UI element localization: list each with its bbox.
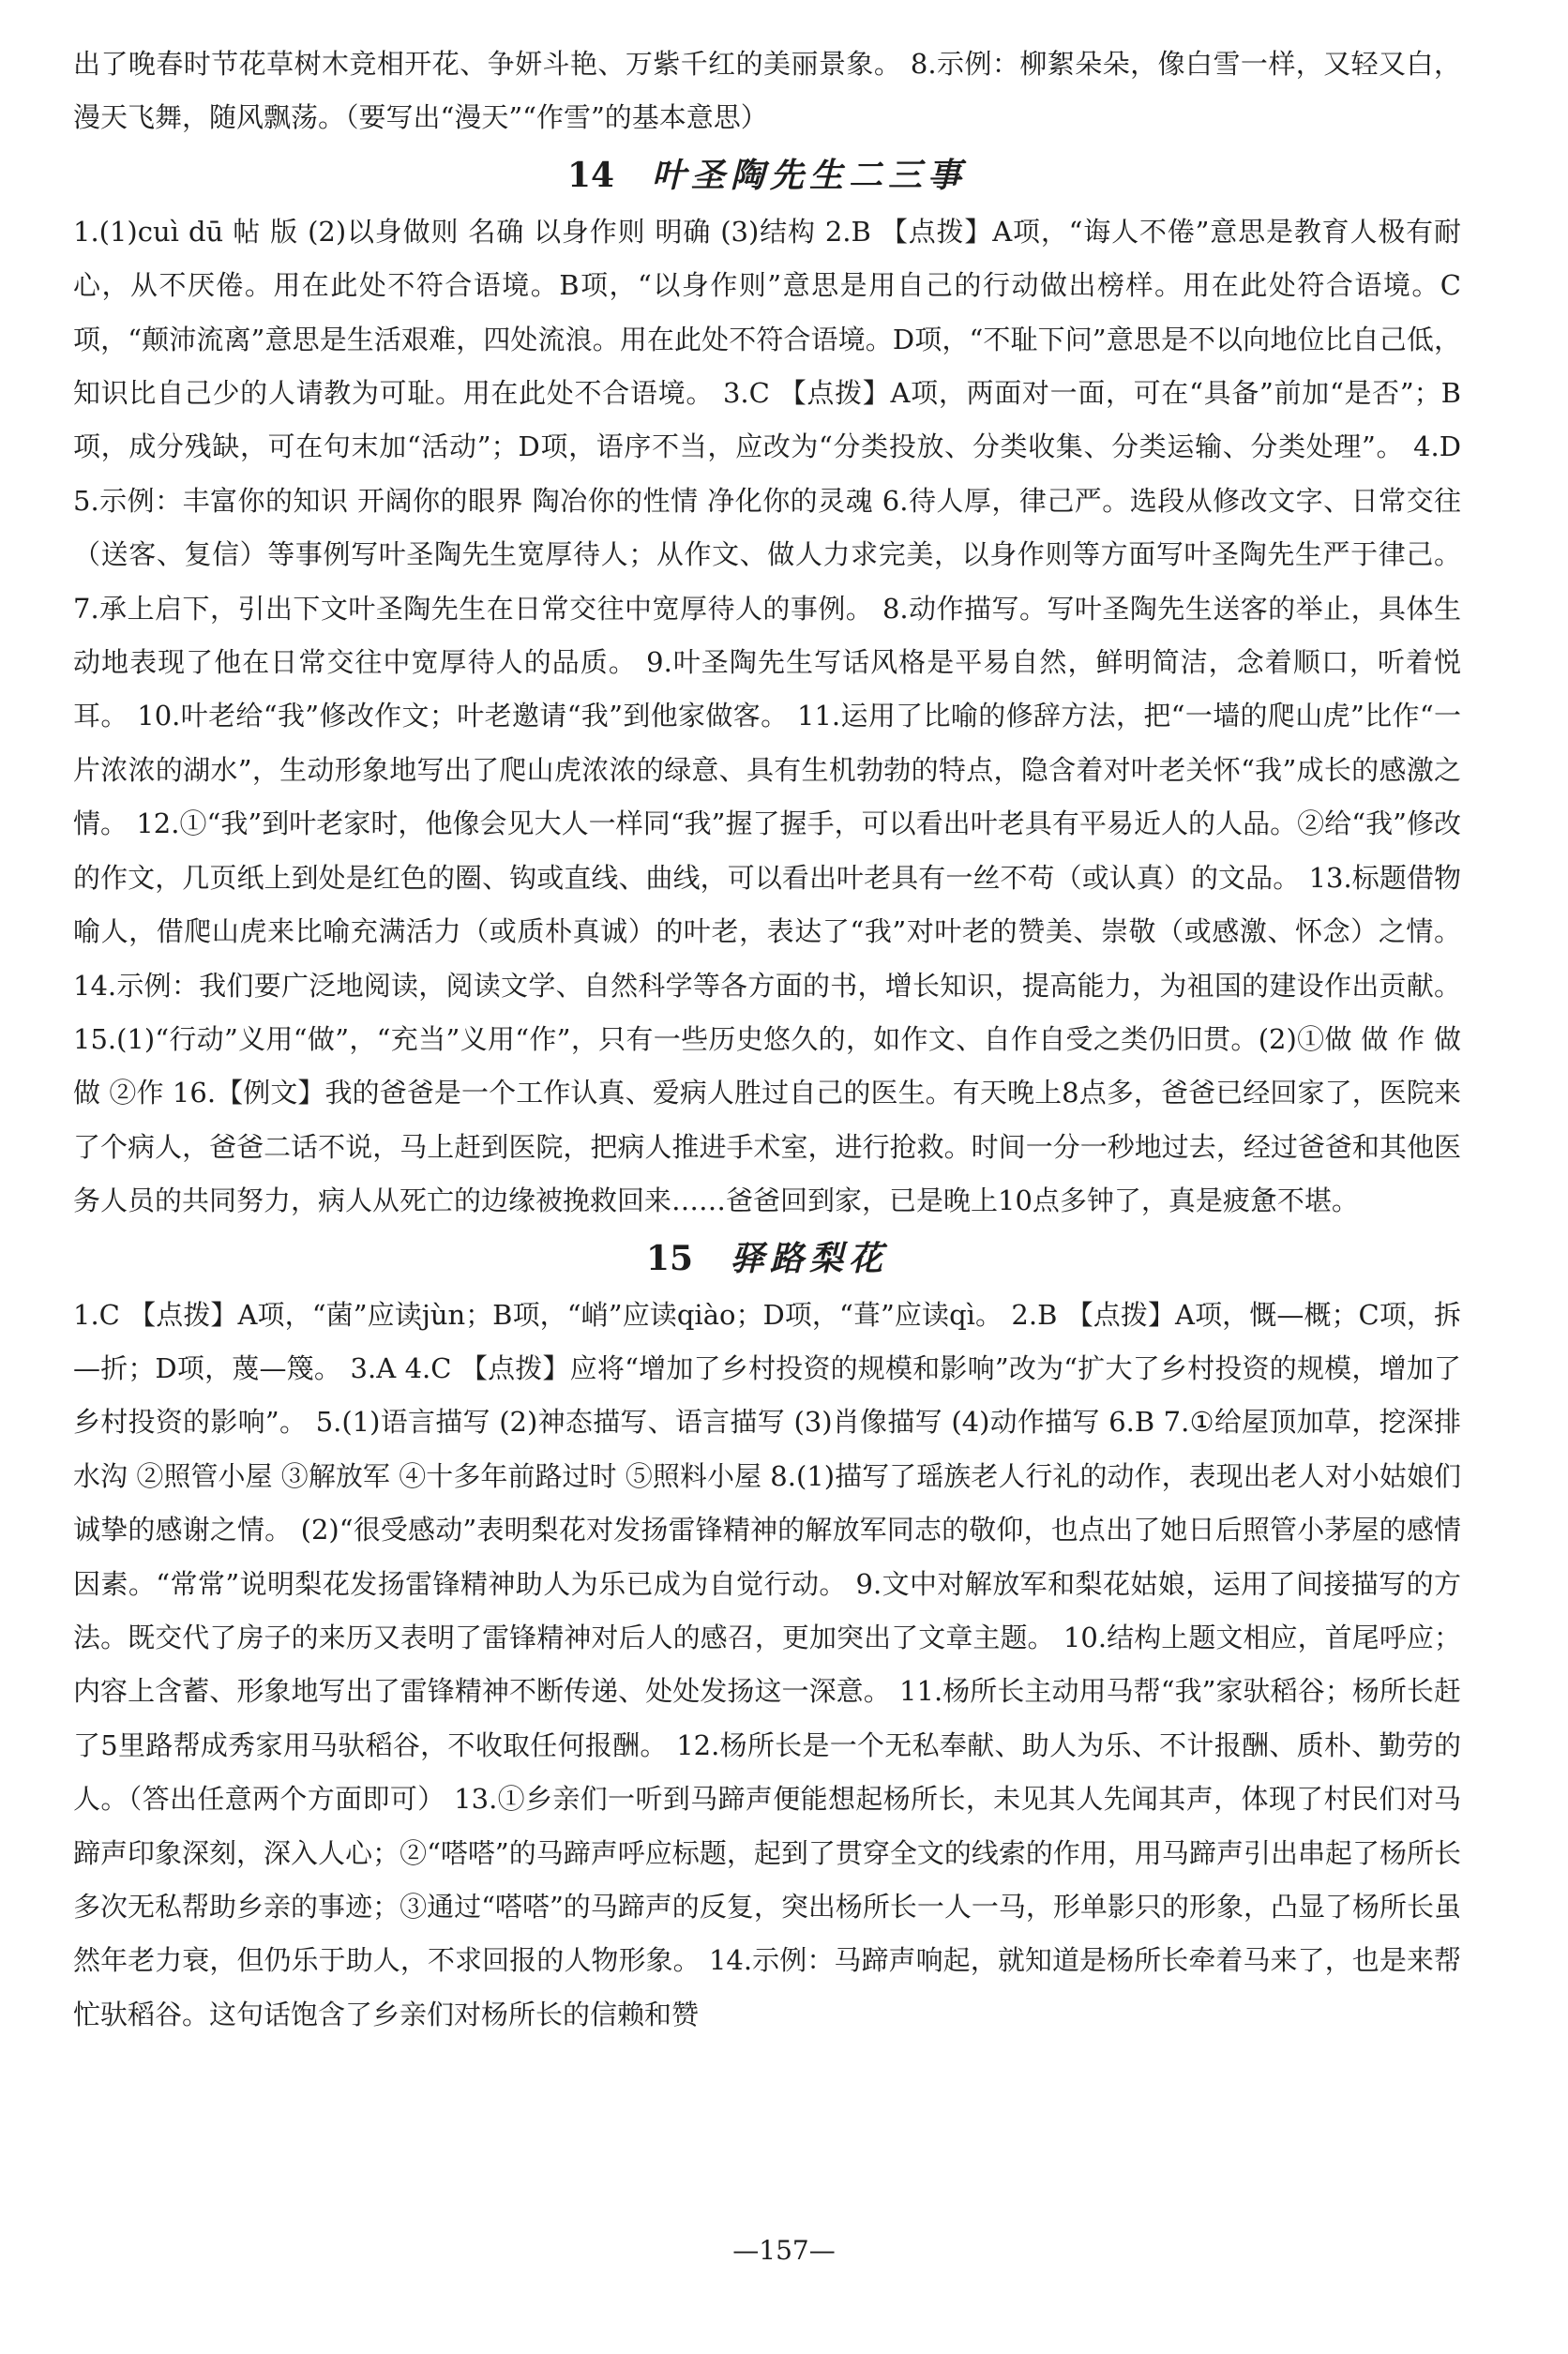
- section-15-answers: 1.C 【点拨】A项，“菌”应读jùn；B项，“峭”应读qiào；D项，“葺”应读qì。 2.B 【点拨】A项，慨—概；C项，拆—折；D项，蔑—篾。 3.A 4.C 【点拨】应将“增加了乡村投资的规模和影响”改为“扩大了乡村投资的规模，增加了乡村投资的影响”。 5.(1)语言描写 (2)神态描写、语言描写 (3)肖像描写 (4)动作描写 6.B 7.①给屋顶加草，挖深排水沟 ②照管小屋 ③解放军 ④十多年前路过时 ⑤照料小屋 8.(1)描写了瑶族老人行礼的动作，表现出老人对小姑娘们诚挚的感谢之情。 (2)“很受感动”表明梨花对发扬雷锋精神的解放军同志的敬仰，也点出了她日后照管小茅屋的感情因素。“常常”说明梨花发扬雷锋精神助人为乐已成为自觉行动。 9.文中对解放军和梨花姑娘，运用了间接描写的方法。既交代了房子的来历又表明了雷锋精神对后人的感召，更加突出了文章主题。 10.结构上题文相应，首尾呼应；内容上含蓄、形象地写出了雷锋精神不断传递、处处发扬这一深意。 11.杨所长主动用马帮“我”家驮稻谷；杨所长赶了5里路帮成秀家用马驮稻谷，不收取任何报酬。 12.杨所长是一个无私奉献、助人为乐、不计报酬、质朴、勤劳的人。（答出任意两个方面即可） 13.①乡亲们一听到马蹄声便能想起杨所长，未见其人先闻其声，体现了村民们对马蹄声印象深刻，深入人心；②“嗒嗒”的马蹄声呼应标题，起到了贯穿全文的线索的作用，用马蹄声引出串起了杨所长多次无私帮助乡亲的事迹；③通过“嗒嗒”的马蹄声的反复，突出杨所长一人一马，形单影只的形象，凸显了杨所长虽然年老力衰，但仍乐于助人，不求回报的人物形象。 14.示例：马蹄声响起，就知道是杨所长牵着马来了，也是来帮忙驮稻谷。这句话饱含了乡亲们对杨所长的信赖和赞: [73, 1298, 1461, 2030]
- section-15-number: 15: [645, 1238, 694, 1278]
- intro-paragraph: 出了晚春时节花草树木竞相开花、争妍斗艳、万紫千红的美丽景象。 8.示例：柳絮朵朵，像白雪一样，又轻又白，漫天飞舞，随风飘荡。（要写出“漫天”“作雪”的基本意思）: [73, 48, 1461, 134]
- page-number: —157—: [732, 2235, 836, 2266]
- section-14-heading: [73, 145, 1461, 205]
- section-14-answers: 1.(1)cuì dū 帖 版 (2)以身做则 名确 以身作则 明确 (3)结构 2.B 【点拨】A项，“诲人不倦”意思是教育人极有耐心，从不厌倦。用在此处不符合语境。B项，“以身作则”意思是用自己的行动做出榜样。用在此处符合语境。C项，“颠沛流离”意思是生活艰难，四处流浪。用在此处不符合语境。D项，“不耻下问”意思是不以向地位比自己低，知识比自己少的人请教为可耻。用在此处不合语境。 3.C 【点拨】A项，两面对一面，可在“具备”前加“是否”；B项，成分残缺，可在句末加“活动”；D项，语序不当，应改为“分类投放、分类收集、分类运输、分类处理”。 4.D 5.示例：丰富你的知识 开阔你的眼界 陶冶你的性情 净化你的灵魂 6.待人厚，律己严。选段从修改文字、日常交往（送客、复信）等事例写叶圣陶先生宽厚待人；从作文、做人力求完美，以身作则等方面写叶圣陶先生严于律己。 7.承上启下，引出下文叶圣陶先生在日常交往中宽厚待人的事例。 8.动作描写。写叶圣陶先生送客的举止，具体生动地表现了他在日常交往中宽厚待人的品质。 9.叶圣陶先生写话风格是平易自然，鲜明简洁，念着顺口，听着悦耳。 10.叶老给“我”修改作文；叶老邀请“我”到他家做客。 11.运用了比喻的修辞方法，把“一墙的爬山虎”比作“一片浓浓的湖水”，生动形象地写出了爬山虎浓浓的绿意、具有生机勃勃的特点，隐含着对叶老关怀“我”成长的感激之情。 12.①“我”到叶老家时，他像会见大人一样同“我”握了握手，可以看出叶老具有平易近人的人品。②给“我”修改的作文，几页纸上到处是红色的圈、钩或直线、曲线，可以看出叶老具有一丝不苟（或认真）的文品。 13.标题借物喻人，借爬山虎来比喻充满活力（或质朴真诚）的叶老，表达了“我”对叶老的赞美、崇敬（或感激、怀念）之情。 14.示例：我们要广泛地阅读，阅读文学、自然科学等各方面的书，增长知识，提高能力，为祖国的建设作出贡献。 15.(1)“行动”义用“做”，“充当”义用“作”，只有一些历史悠久的，如作文、自作自受之类仍旧贯。(2)①做 做 作 做 做 ②作 16.【例文】我的爸爸是一个工作认真、爱病人胜过自己的医生。有天晚上8点多，爸爸已经回家了，医院来了个病人，爸爸二话不说，马上赶到医院，把病人推进手术室，进行抢救。时间一分一秒地过去，经过爸爸和其他医务人员的共同努力，病人从死亡的边缘被挽救回来……爸爸回到家，已是晚上10点多钟了，真是疲惫不堪。: [73, 215, 1461, 1217]
- section-14-title: 叶圣陶先生二三事: [652, 155, 968, 195]
- section-15-heading: [73, 1229, 1461, 1289]
- answer-page: [73, 38, 1461, 2042]
- section-15-title: 驿路梨花: [731, 1238, 889, 1278]
- section-14-number: 14: [566, 155, 615, 195]
